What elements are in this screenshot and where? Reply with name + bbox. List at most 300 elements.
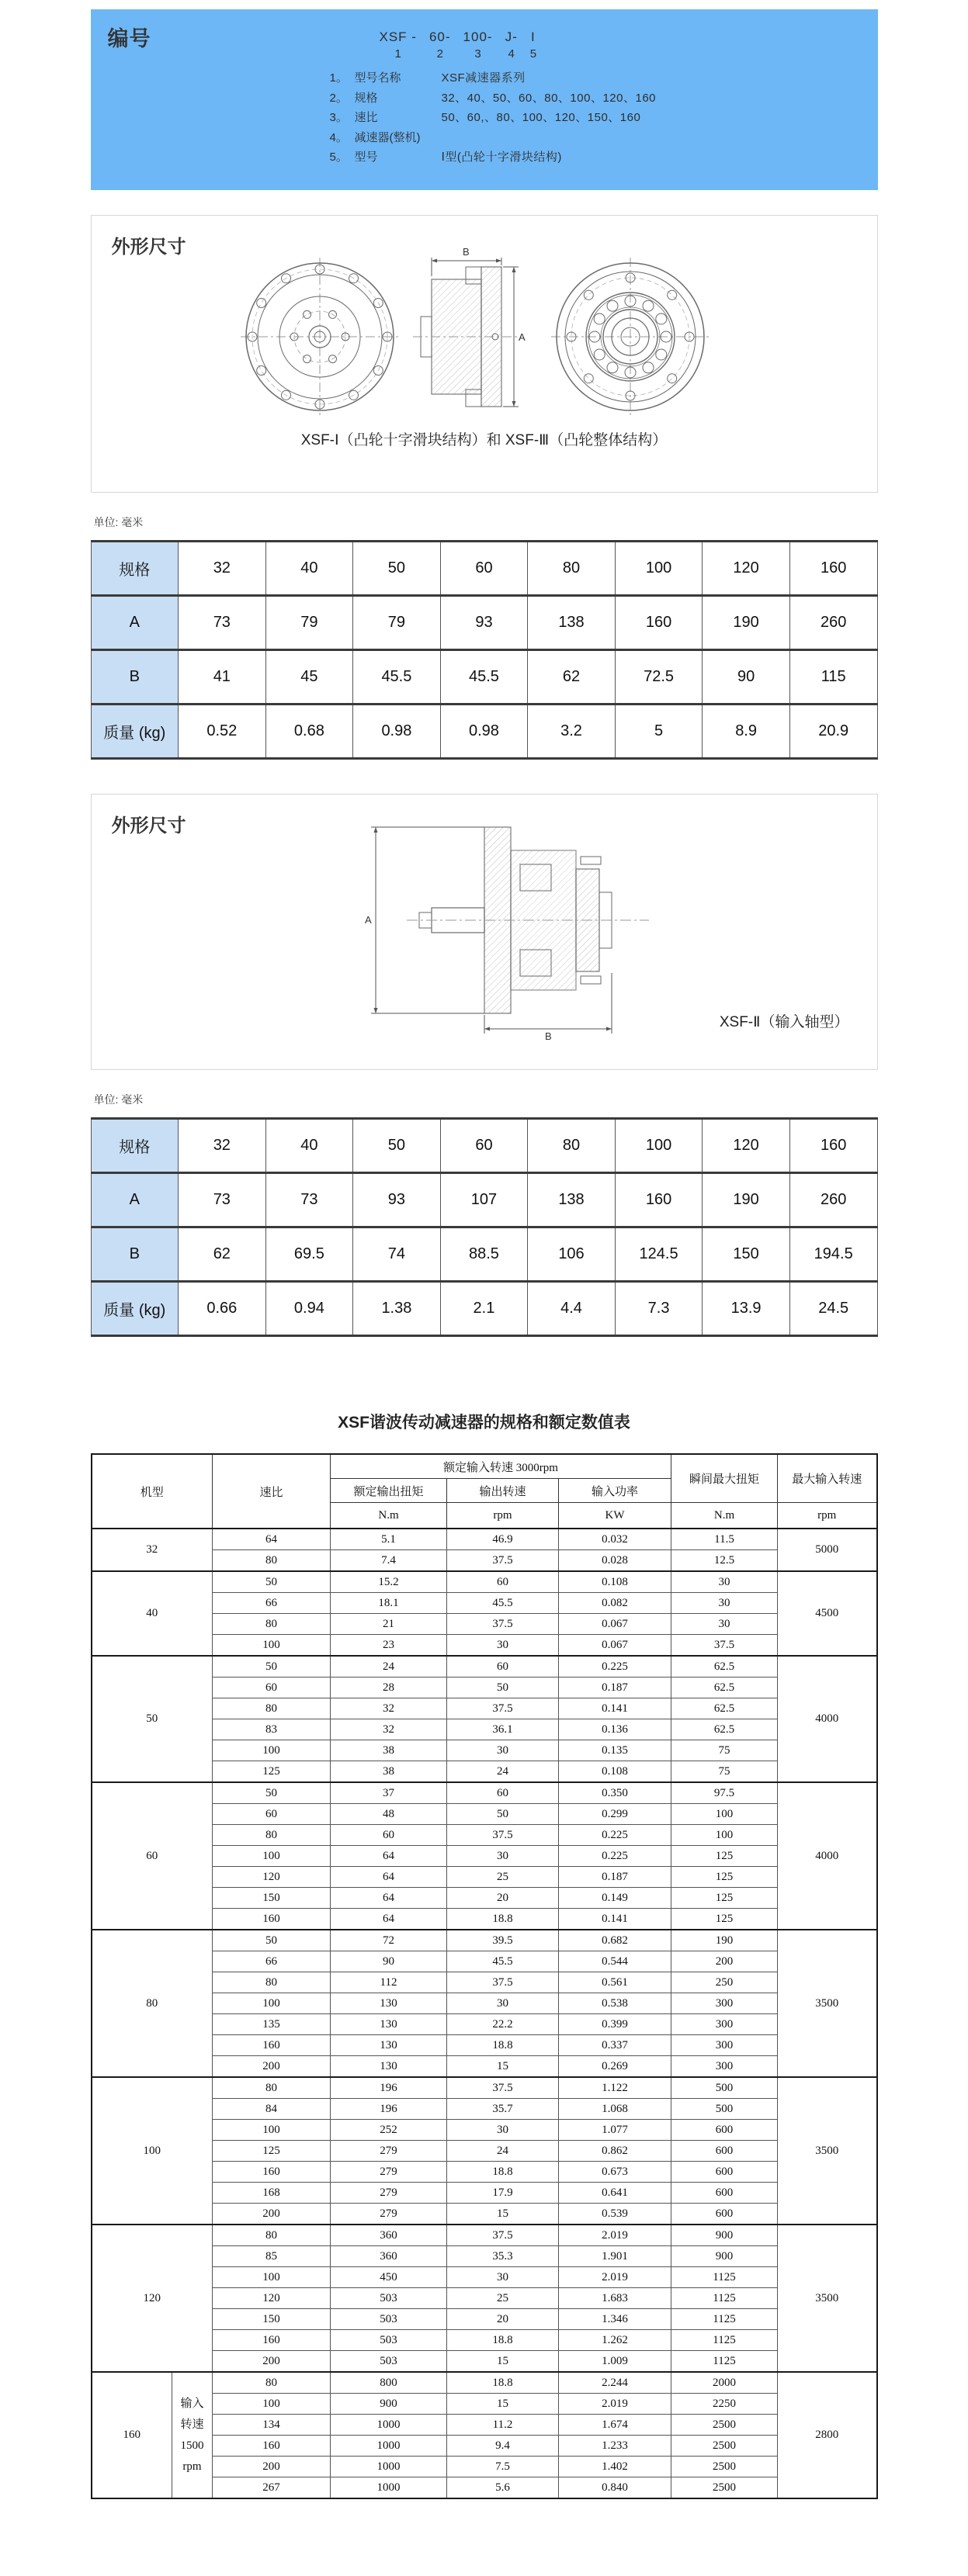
in-power-cell: 0.028 — [559, 1550, 671, 1572]
ratio-cell: 50 — [213, 1571, 331, 1593]
max-torque-cell: 190 — [671, 1930, 778, 1951]
in-power-cell: 0.135 — [559, 1740, 671, 1761]
table-row — [92, 2372, 877, 2394]
table-row — [91, 1173, 877, 1227]
out-torque-cell: 64 — [331, 1846, 447, 1867]
out-torque-cell: 21 — [331, 1614, 447, 1635]
out-torque-cell: 24 — [331, 1656, 447, 1678]
max-torque-cell: 62.5 — [671, 1698, 778, 1719]
out-speed-cell: 30 — [447, 1635, 559, 1657]
col-out-torque: 额定输出扭矩 — [331, 1479, 447, 1503]
col-in-power: 输入功率 — [559, 1479, 671, 1503]
max-torque-cell: 600 — [671, 2183, 778, 2204]
in-power-cell: 0.082 — [559, 1593, 671, 1614]
ratio-cell: 200 — [213, 2457, 331, 2477]
max-torque-cell: 30 — [671, 1571, 778, 1593]
ratings-table-body — [92, 1529, 877, 2498]
out-torque-cell: 130 — [331, 2056, 447, 2078]
legend-label: 型号名称 — [354, 71, 401, 85]
out-speed-cell: 30 — [447, 2120, 559, 2141]
input-speed-note-cell — [172, 2372, 213, 2498]
out-speed-cell: 37.5 — [447, 1698, 559, 1719]
value-cell: 3.2 — [528, 705, 616, 759]
out-torque-cell: 112 — [331, 1972, 447, 1993]
out-torque-cell: 32 — [331, 1719, 447, 1740]
ratio-cell: 150 — [213, 2309, 331, 2330]
legend-item — [330, 68, 878, 88]
value-cell: 62 — [528, 650, 616, 705]
out-torque-cell: 32 — [331, 1698, 447, 1719]
legend-value: Ⅰ型(凸轮十字滑块结构) — [441, 151, 562, 164]
code-text: 100- — [463, 29, 493, 44]
panel1-title: 外形尺寸 — [111, 237, 186, 258]
out-torque-cell: 15.2 — [331, 1571, 447, 1593]
value-cell: 115 — [789, 650, 877, 705]
legend-no: 4。 — [329, 130, 348, 144]
in-power-cell: 0.538 — [559, 1993, 671, 2014]
max-torque-cell: 250 — [671, 1972, 778, 1993]
out-speed-cell: 36.1 — [447, 1719, 559, 1740]
in-power-cell: 1.233 — [559, 2436, 671, 2457]
unit-in-power: KW — [559, 1503, 671, 1529]
in-power-cell: 0.544 — [559, 1951, 671, 1972]
note-line: 输入 — [180, 2397, 204, 2410]
ratio-cell: 80 — [213, 1698, 331, 1719]
out-torque-cell: 279 — [331, 2141, 447, 2162]
value-cell: 124.5 — [615, 1227, 703, 1282]
value-cell: 50 — [353, 542, 441, 596]
dim-b-label: B — [462, 246, 470, 258]
out-speed-cell: 30 — [447, 1993, 559, 2014]
in-power-cell: 0.032 — [559, 1529, 671, 1550]
ratio-cell: 80 — [213, 2372, 331, 2394]
ratio-cell: 60 — [213, 1804, 331, 1825]
value-cell: 74 — [353, 1227, 441, 1282]
max-input-speed-cell: 4000 — [778, 1782, 877, 1930]
row-label: A — [91, 1173, 179, 1227]
value-cell: 4.4 — [528, 1282, 616, 1336]
out-torque-cell: 196 — [331, 2099, 447, 2120]
in-power-cell: 0.141 — [559, 1698, 671, 1719]
ratio-cell: 125 — [213, 1761, 331, 1783]
out-torque-cell: 360 — [331, 2246, 447, 2267]
numbering-title: 编号 — [107, 27, 151, 50]
in-power-cell: 0.840 — [559, 2477, 671, 2499]
value-cell: 138 — [528, 1173, 616, 1227]
max-input-speed-cell: 3500 — [778, 2077, 877, 2225]
ratings-table-header — [92, 1454, 877, 1529]
max-torque-cell: 62.5 — [671, 1678, 778, 1698]
in-power-cell: 1.122 — [559, 2077, 671, 2099]
value-cell: 190 — [703, 596, 790, 650]
out-torque-cell: 1000 — [331, 2457, 447, 2477]
in-power-cell: 1.068 — [559, 2099, 671, 2120]
reducer-exploded-drawing — [236, 246, 733, 417]
value-cell: 1.38 — [353, 1282, 441, 1336]
legend-item — [330, 108, 878, 128]
max-torque-cell: 75 — [671, 1761, 778, 1783]
value-cell: 73 — [265, 1173, 353, 1227]
model-cell: 80 — [92, 1930, 213, 2077]
numbering-legend — [91, 68, 878, 168]
out-speed-cell: 35.7 — [447, 2099, 559, 2120]
max-input-speed-cell: 4000 — [778, 1656, 877, 1782]
max-torque-cell: 600 — [671, 2141, 778, 2162]
max-torque-cell: 11.5 — [671, 1529, 778, 1550]
value-cell: 20.9 — [789, 705, 877, 759]
max-input-speed-cell: 3500 — [778, 2225, 877, 2372]
ratings-table-title: XSF谐波传动减速器的规格和额定数值表 — [338, 1414, 630, 1432]
in-power-cell: 0.337 — [559, 2035, 671, 2056]
out-torque-cell: 48 — [331, 1804, 447, 1825]
in-power-cell: 1.402 — [559, 2457, 671, 2477]
out-speed-cell: 45.5 — [447, 1593, 559, 1614]
table-row — [92, 2225, 877, 2246]
in-power-cell: 0.682 — [559, 1930, 671, 1951]
ratio-cell: 80 — [213, 2225, 331, 2246]
out-torque-cell: 450 — [331, 2267, 447, 2288]
value-cell: 5 — [615, 705, 703, 759]
max-torque-cell: 125 — [671, 1846, 778, 1867]
ratio-cell: 66 — [213, 1951, 331, 1972]
row-label: 规格 — [91, 542, 179, 596]
out-speed-cell: 11.2 — [447, 2415, 559, 2436]
table-row — [91, 542, 877, 596]
out-torque-cell: 279 — [331, 2183, 447, 2204]
unit-max-torque: N.m — [671, 1503, 778, 1529]
value-cell: 13.9 — [703, 1282, 790, 1336]
ratings-table — [91, 1453, 878, 2499]
max-torque-cell: 1125 — [671, 2351, 778, 2373]
max-input-speed-cell: 5000 — [778, 1529, 877, 1571]
out-torque-cell: 64 — [331, 1909, 447, 1930]
panel2-caption: XSF-Ⅱ（输入轴型） — [719, 1014, 849, 1030]
legend-value: 50、60,、80、100、120、150、160 — [441, 111, 641, 124]
value-cell: 0.68 — [265, 705, 353, 759]
in-power-cell: 1.346 — [559, 2309, 671, 2330]
ratio-cell: 160 — [213, 2436, 331, 2457]
code-segment — [429, 29, 451, 61]
value-cell: 7.3 — [615, 1282, 703, 1336]
value-cell: 40 — [265, 1119, 353, 1173]
max-torque-cell: 100 — [671, 1825, 778, 1846]
out-torque-cell: 64 — [331, 1867, 447, 1888]
col-model: 机型 — [92, 1454, 213, 1529]
legend-no: 1。 — [329, 71, 348, 85]
in-power-cell: 0.641 — [559, 2183, 671, 2204]
model-cell: 120 — [92, 2225, 213, 2372]
max-torque-cell: 2500 — [671, 2436, 778, 2457]
model-cell: 160 — [92, 2372, 172, 2498]
value-cell: 93 — [440, 596, 528, 650]
model-cell: 40 — [92, 1571, 213, 1656]
ratio-cell: 100 — [213, 1740, 331, 1761]
value-cell: 0.52 — [179, 705, 266, 759]
max-torque-cell: 100 — [671, 1804, 778, 1825]
ratio-cell: 267 — [213, 2477, 331, 2499]
out-torque-cell: 503 — [331, 2351, 447, 2373]
ratio-cell: 80 — [213, 1614, 331, 1635]
ratio-cell: 50 — [213, 1930, 331, 1951]
code-segment — [463, 29, 493, 61]
out-speed-cell: 30 — [447, 2267, 559, 2288]
max-torque-cell: 75 — [671, 1740, 778, 1761]
ratio-cell: 160 — [213, 1909, 331, 1930]
out-torque-cell: 503 — [331, 2288, 447, 2309]
ratio-cell: 200 — [213, 2056, 331, 2078]
out-torque-cell: 23 — [331, 1635, 447, 1657]
panel2-title: 外形尺寸 — [111, 815, 186, 836]
code-index: 5 — [529, 47, 537, 61]
legend-value: XSF减速器系列 — [441, 71, 526, 85]
max-torque-cell: 97.5 — [671, 1782, 778, 1804]
out-torque-cell: 1000 — [331, 2436, 447, 2457]
dim-a-label: A — [518, 331, 526, 343]
out-speed-cell: 50 — [447, 1678, 559, 1698]
col-ratio: 速比 — [213, 1454, 331, 1529]
max-torque-cell: 900 — [671, 2225, 778, 2246]
in-power-cell: 0.225 — [559, 1656, 671, 1678]
value-cell: 0.98 — [353, 705, 441, 759]
in-power-cell: 2.019 — [559, 2267, 671, 2288]
ratio-cell: 120 — [213, 1867, 331, 1888]
in-power-cell: 0.299 — [559, 1804, 671, 1825]
ratio-cell: 125 — [213, 2141, 331, 2162]
max-torque-cell: 37.5 — [671, 1635, 778, 1657]
table-row — [91, 596, 877, 650]
value-cell: 120 — [703, 542, 790, 596]
in-power-cell: 0.399 — [559, 2014, 671, 2035]
value-cell: 24.5 — [789, 1282, 877, 1336]
out-torque-cell: 5.1 — [331, 1529, 447, 1550]
value-cell: 40 — [265, 542, 353, 596]
max-torque-cell: 125 — [671, 1909, 778, 1930]
ratio-cell: 64 — [213, 1529, 331, 1550]
value-cell: 106 — [528, 1227, 616, 1282]
out-speed-cell: 18.8 — [447, 2162, 559, 2183]
out-speed-cell: 45.5 — [447, 1951, 559, 1972]
value-cell: 79 — [353, 596, 441, 650]
out-speed-cell: 37.5 — [447, 2077, 559, 2099]
legend-no: 2。 — [329, 91, 348, 105]
ratio-cell: 50 — [213, 1656, 331, 1678]
out-torque-cell: 38 — [331, 1740, 447, 1761]
ratio-cell: 100 — [213, 2394, 331, 2415]
legend-no: 3。 — [329, 111, 348, 124]
in-power-cell: 0.108 — [559, 1571, 671, 1593]
value-cell: 90 — [703, 650, 790, 705]
max-torque-cell: 300 — [671, 2035, 778, 2056]
max-torque-cell: 2500 — [671, 2477, 778, 2499]
out-speed-cell: 18.8 — [447, 2035, 559, 2056]
ratio-cell: 60 — [213, 1678, 331, 1698]
value-cell: 160 — [615, 596, 703, 650]
value-cell: 100 — [615, 1119, 703, 1173]
max-torque-cell: 62.5 — [671, 1656, 778, 1678]
out-torque-cell: 900 — [331, 2394, 447, 2415]
out-speed-cell: 30 — [447, 1740, 559, 1761]
table-row — [91, 1227, 877, 1282]
value-cell: 45.5 — [440, 650, 528, 705]
out-speed-cell: 18.8 — [447, 2330, 559, 2351]
max-torque-cell: 300 — [671, 1993, 778, 2014]
legend-item — [330, 147, 878, 168]
unit-out-speed: rpm — [447, 1503, 559, 1529]
value-cell: 72.5 — [615, 650, 703, 705]
col-rated-group: 额定输入转速 3000rpm — [331, 1454, 671, 1479]
col-max-input-speed: 最大输入转速 — [778, 1454, 877, 1503]
value-cell: 79 — [265, 596, 353, 650]
value-cell: 0.66 — [179, 1282, 266, 1336]
ratio-cell: 160 — [213, 2330, 331, 2351]
numbering-section — [91, 9, 878, 190]
in-power-cell: 1.262 — [559, 2330, 671, 2351]
ratio-cell: 100 — [213, 2267, 331, 2288]
value-cell: 88.5 — [440, 1227, 528, 1282]
model-code-segments — [380, 29, 878, 61]
value-cell: 2.1 — [440, 1282, 528, 1336]
out-speed-cell: 30 — [447, 1846, 559, 1867]
value-cell: 160 — [789, 1119, 877, 1173]
out-torque-cell: 90 — [331, 1951, 447, 1972]
table-row — [92, 1930, 877, 1951]
out-speed-cell: 24 — [447, 2141, 559, 2162]
value-cell: 0.98 — [440, 705, 528, 759]
out-torque-cell: 503 — [331, 2309, 447, 2330]
value-cell: 73 — [179, 1173, 266, 1227]
out-speed-cell: 46.9 — [447, 1529, 559, 1550]
value-cell: 260 — [789, 596, 877, 650]
max-torque-cell: 2500 — [671, 2457, 778, 2477]
note-line: 转速 — [180, 2418, 204, 2431]
value-cell: 45 — [265, 650, 353, 705]
max-torque-cell: 500 — [671, 2077, 778, 2099]
out-speed-cell: 9.4 — [447, 2436, 559, 2457]
table-row — [92, 2077, 877, 2099]
in-power-cell: 2.019 — [559, 2225, 671, 2246]
code-index: 1 — [394, 47, 401, 61]
out-speed-cell: 22.2 — [447, 2014, 559, 2035]
ratio-cell: 80 — [213, 1550, 331, 1572]
row-label: A — [91, 596, 179, 650]
max-torque-cell: 300 — [671, 2014, 778, 2035]
dimension-table-1 — [91, 540, 878, 760]
max-torque-cell: 2000 — [671, 2372, 778, 2394]
code-segment — [505, 29, 518, 61]
legend-no: 5。 — [329, 151, 348, 164]
in-power-cell: 1.683 — [559, 2288, 671, 2309]
value-cell: 73 — [179, 596, 266, 650]
unit-note-2: 单位: 毫米 — [93, 1093, 144, 1106]
ratio-cell: 160 — [213, 2162, 331, 2183]
out-speed-cell: 60 — [447, 1571, 559, 1593]
value-cell: 80 — [528, 1119, 616, 1173]
section-view — [413, 246, 526, 407]
value-cell: 107 — [440, 1173, 528, 1227]
col-out-speed: 输出转速 — [447, 1479, 559, 1503]
ratio-cell: 200 — [213, 2204, 331, 2225]
ratio-cell: 66 — [213, 1593, 331, 1614]
value-cell: 32 — [179, 1119, 266, 1173]
out-torque-cell: 196 — [331, 2077, 447, 2099]
value-cell: 260 — [789, 1173, 877, 1227]
ratio-cell: 200 — [213, 2351, 331, 2373]
out-torque-cell: 1000 — [331, 2477, 447, 2499]
out-torque-cell: 279 — [331, 2204, 447, 2225]
ratio-cell: 80 — [213, 1825, 331, 1846]
in-power-cell: 0.862 — [559, 2141, 671, 2162]
out-speed-cell: 35.3 — [447, 2246, 559, 2267]
out-torque-cell: 130 — [331, 2014, 447, 2035]
value-cell: 62 — [179, 1227, 266, 1282]
model-cell: 32 — [92, 1529, 213, 1571]
code-text: XSF - — [379, 29, 417, 44]
value-cell: 190 — [703, 1173, 790, 1227]
in-power-cell: 2.244 — [559, 2372, 671, 2394]
reducer-section-drawing — [348, 818, 713, 1043]
legend-label: 速比 — [354, 111, 378, 124]
in-power-cell: 0.187 — [559, 1678, 671, 1698]
ratio-cell: 85 — [213, 2246, 331, 2267]
out-torque-cell: 1000 — [331, 2415, 447, 2436]
in-power-cell: 0.350 — [559, 1782, 671, 1804]
out-torque-cell: 64 — [331, 1888, 447, 1909]
out-speed-cell: 15 — [447, 2351, 559, 2373]
table-row — [92, 1782, 877, 1804]
table-row — [92, 1656, 877, 1678]
model-cell: 100 — [92, 2077, 213, 2225]
out-speed-cell: 5.6 — [447, 2477, 559, 2499]
table-row — [92, 1571, 877, 1593]
value-cell: 194.5 — [789, 1227, 877, 1282]
max-torque-cell: 2500 — [671, 2415, 778, 2436]
max-torque-cell: 600 — [671, 2120, 778, 2141]
model-code — [380, 9, 878, 61]
legend-value — [442, 128, 878, 148]
value-cell: 50 — [353, 1119, 441, 1173]
code-index: 4 — [508, 47, 515, 61]
in-power-cell: 0.673 — [559, 2162, 671, 2183]
value-cell: 160 — [789, 542, 877, 596]
legend-item — [330, 128, 878, 148]
max-torque-cell: 125 — [671, 1888, 778, 1909]
value-cell: 45.5 — [353, 650, 441, 705]
code-segment — [530, 29, 536, 61]
out-speed-cell: 15 — [447, 2204, 559, 2225]
row-label: 规格 — [91, 1119, 179, 1173]
ratio-cell: 134 — [213, 2415, 331, 2436]
in-power-cell: 0.141 — [559, 1909, 671, 1930]
out-torque-cell: 800 — [331, 2372, 447, 2394]
max-torque-cell: 300 — [671, 2056, 778, 2078]
in-power-cell: 0.187 — [559, 1867, 671, 1888]
out-speed-cell: 24 — [447, 1761, 559, 1783]
out-speed-cell: 17.9 — [447, 2183, 559, 2204]
out-torque-cell: 18.1 — [331, 1593, 447, 1614]
max-torque-cell: 2250 — [671, 2394, 778, 2415]
max-torque-cell: 1125 — [671, 2330, 778, 2351]
col-max-torque: 瞬间最大扭矩 — [671, 1454, 778, 1503]
table-row — [92, 1529, 877, 1550]
max-torque-cell: 12.5 — [671, 1550, 778, 1572]
code-segment — [380, 29, 417, 61]
out-speed-cell: 15 — [447, 2056, 559, 2078]
max-torque-cell: 600 — [671, 2162, 778, 2183]
out-speed-cell: 25 — [447, 2288, 559, 2309]
dimensions-panel-2 — [91, 794, 878, 1070]
out-speed-cell: 18.8 — [447, 1909, 559, 1930]
value-cell: 93 — [353, 1173, 441, 1227]
